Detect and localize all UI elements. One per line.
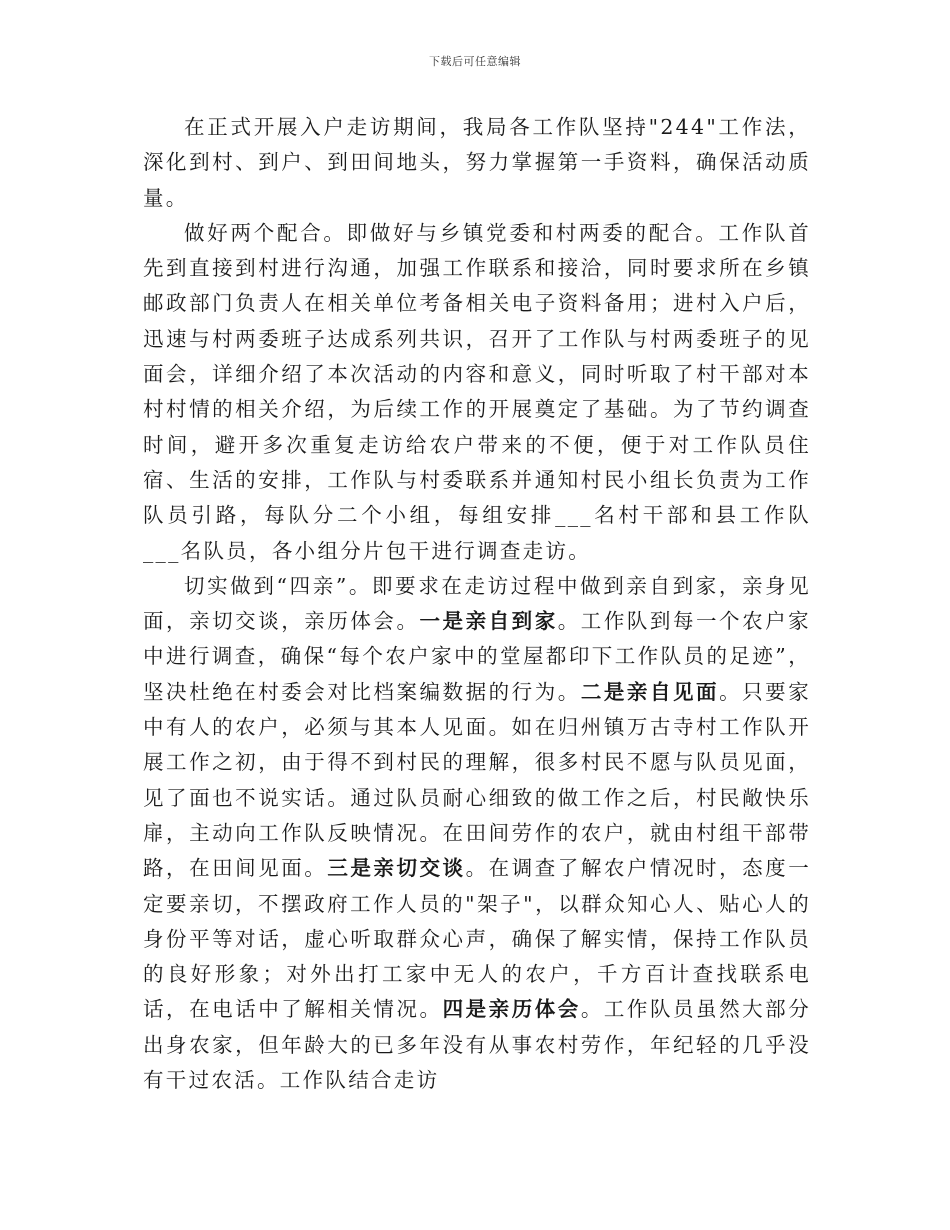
paragraph-3-text-1: 。工作队到每一个农户家中进行调查，确保“每个农户家中的堂屋都印下工作队员的足迹”，坚决杜绝在村委会对比档案编数据的行为。 [143,609,811,704]
paragraph-3 [143,569,811,1098]
heading-meet-in-person: 二是亲自见面 [580,679,720,704]
paragraph-3-text-2: 。只要家中有人的农户，必须与其本人见面。如在归州镇万古寺村工作队开展工作之初，由于得不到村民的理解，很多村民不愿与队员见面，见了面也不说实话。通过队员耐心细致的做工作之后，村民敞快乐扉，主动向工作队反映情况。在田间劳作的农户，就由村组干部带路，在田间见面。 [143,679,812,881]
document-body [143,110,811,1098]
heading-personal-experience: 四是亲历体会 [442,997,581,1022]
paragraph-3-text-4: 。工作队员虽然大部分出身农家，但年龄大的已多年没有从事农村劳作，年纪轻的几乎没有干过农活。工作队结合走访 [143,997,812,1093]
paragraph-1: 在正式开展入户走访期间，我局各工作队坚持"244"工作法，深化到村、到户、到田间地头，努力掌握第一手资料，确保活动质量。 [143,115,811,210]
heading-visit-home: 一是亲自到家 [419,609,558,634]
paragraph-3-intro: 切实做到“四亲”。即要求在走访过程中做到亲自到家，亲身见面，亲切交谈，亲历体会。 [143,573,811,634]
paragraph-2: 做好两个配合。即做好与乡镇党委和村两委的配合。工作队首先到直接到村进行沟通，加强工作联系和接洽，同时要求所在乡镇邮政部门负责人在相关单位考备相关电子资料备用；进村入户后，迅速与村两委班子达成系列共识，召开了工作队与村两委班子的见面会，详细介绍了本次活动的内容和意义，同时听取了村干部对本村村情的相关介绍，为后续工作的开展奠定了基础。为了节约调查时间，避开多次重复走访给农户带来的不便，便于对工作队员住宿、生活的安排，工作队与村委联系并通知村民小组长负责为工作队员引路，每队分二个小组，每组安排___名村干部和县工作队___名队员，各小组分片包干进行调查走访。 [143,220,811,563]
paragraph-3-text-3: 。在调查了解农户情况时，态度一定要亲切，不摆政府工作人员的"架子"，以群众知心人、贴心人的身份平等对话，虚心听取群众心声，确保了解实情，保持工作队员的良好形象；对外出打工家中无人的农户，千方百计查找联系电话，在电话中了解相关情况。 [143,856,811,1022]
page-header: 下载后可任意编辑 [429,55,521,68]
heading-cordial-talk: 三是亲切交谈 [327,856,466,881]
